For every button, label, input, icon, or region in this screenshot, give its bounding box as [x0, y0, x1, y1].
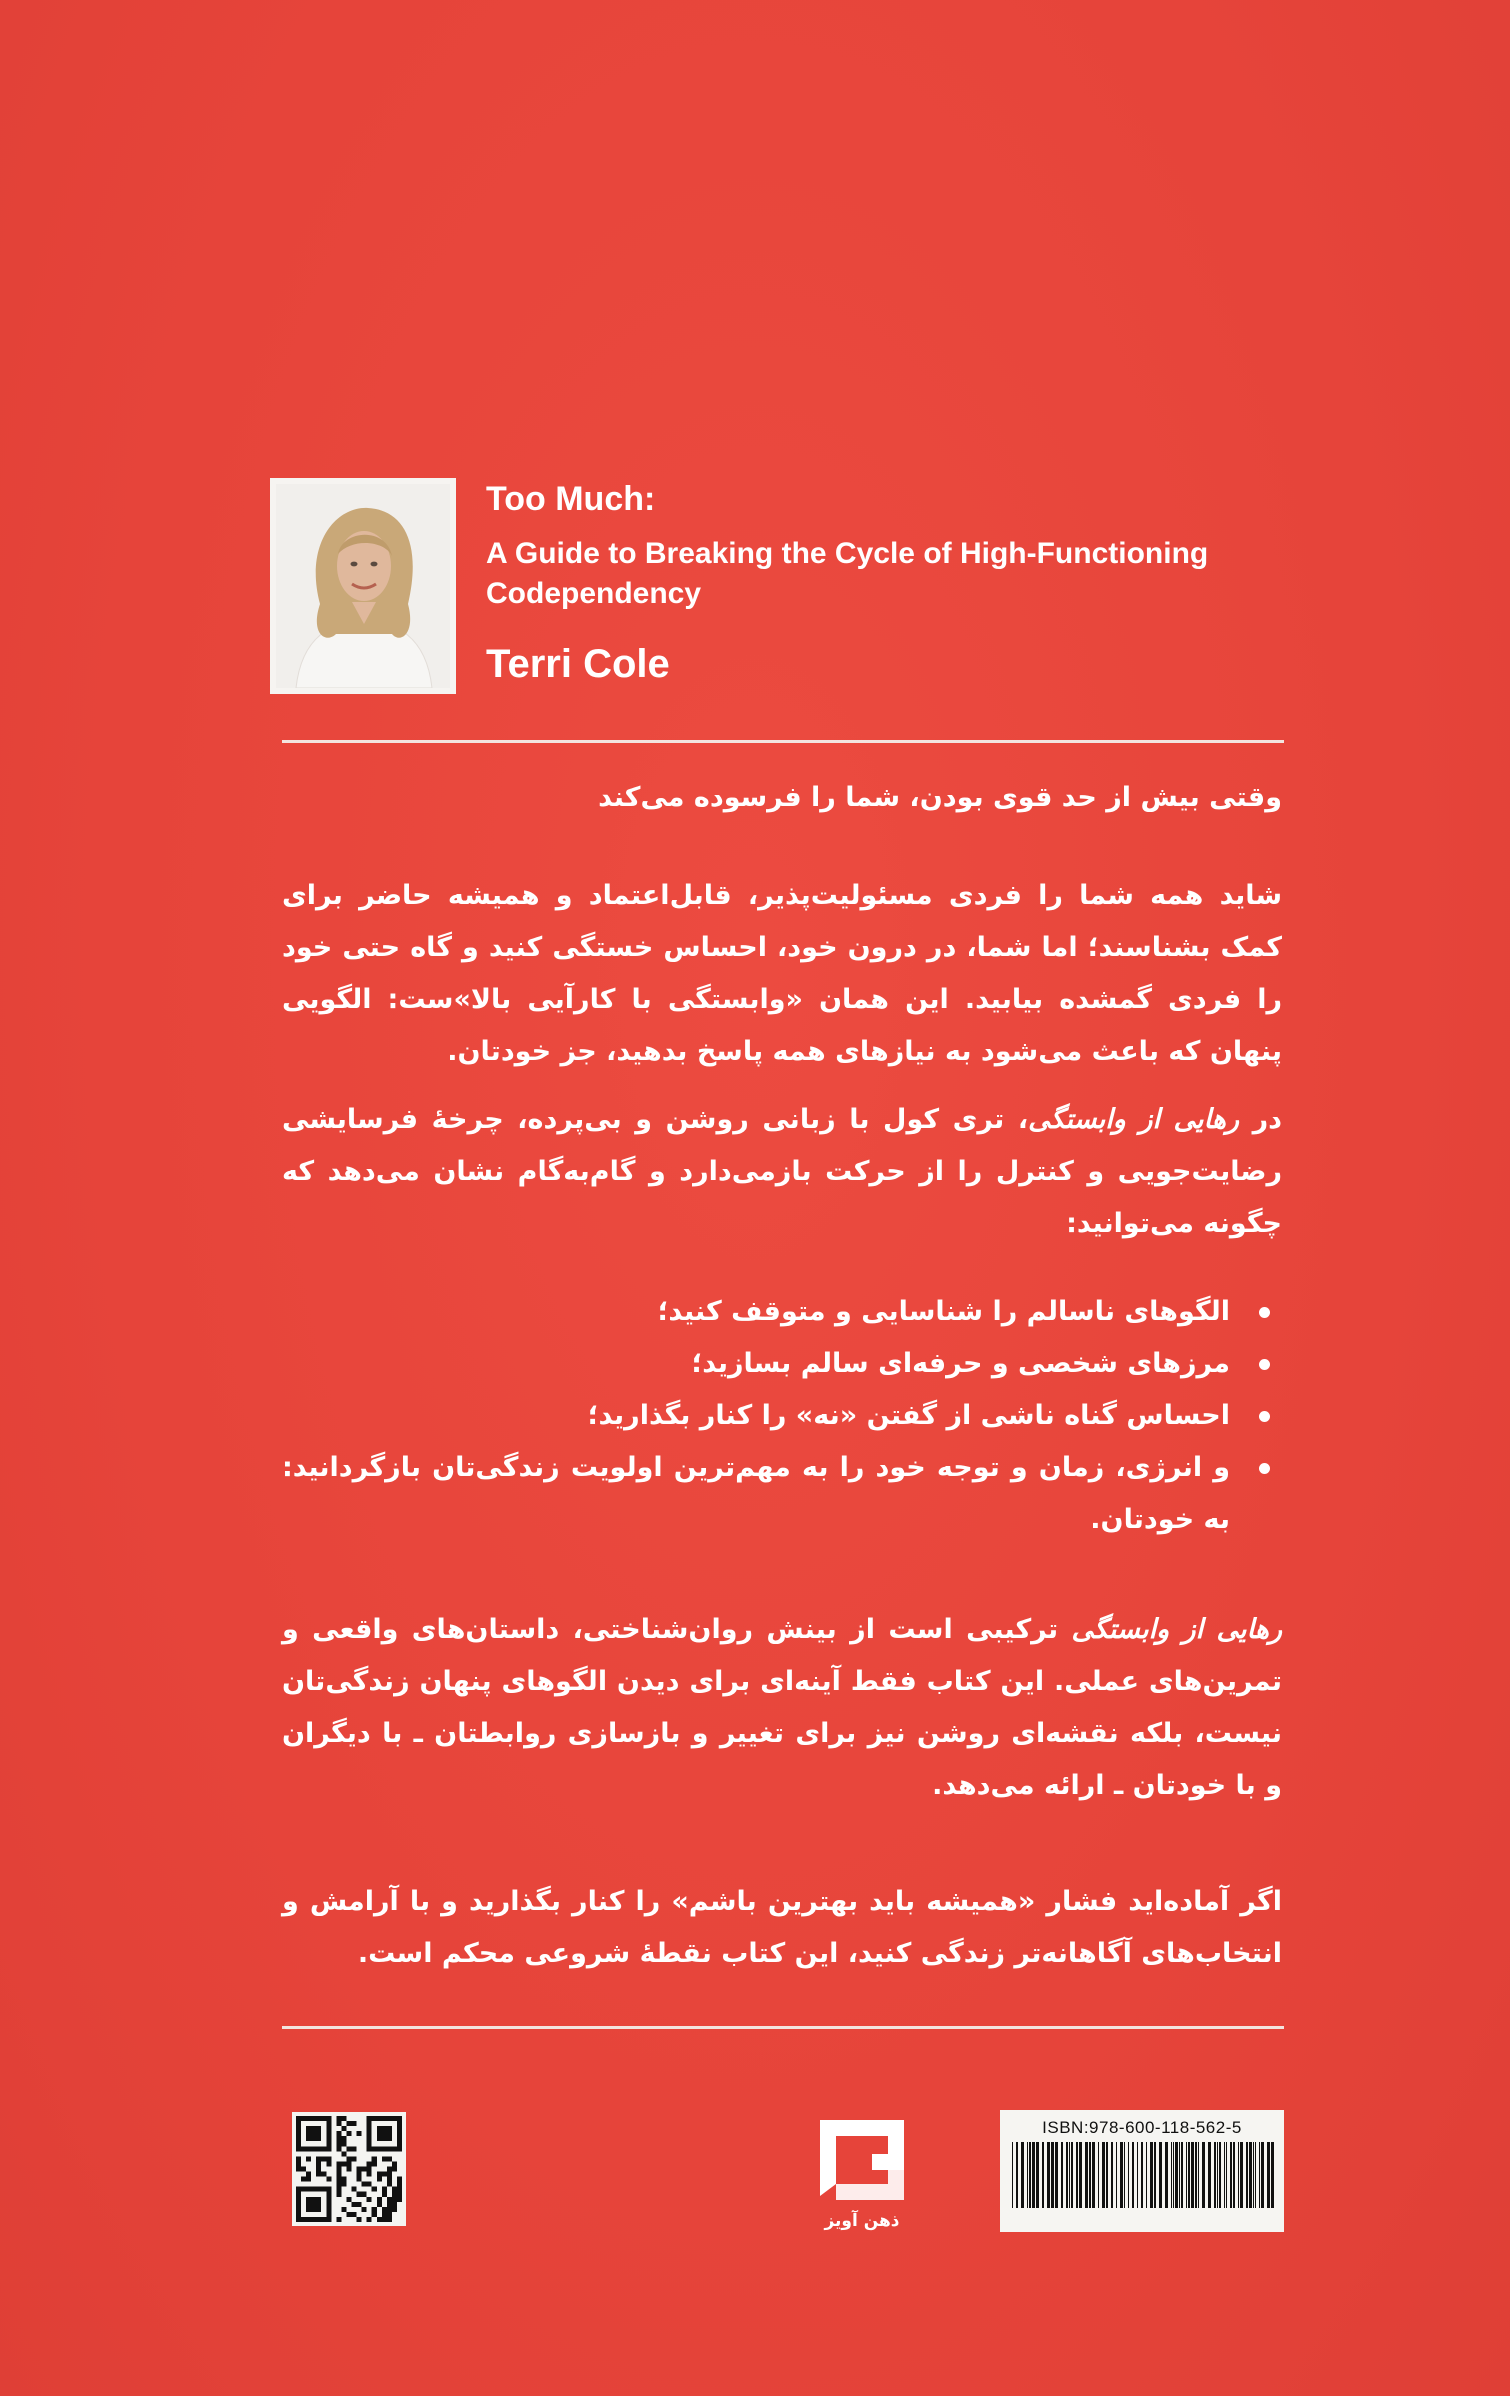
book-subtitle: A Guide to Breaking the Cycle of High-Functioning Codependency — [486, 537, 1209, 610]
book-title: Too Much: — [486, 480, 656, 518]
bullet-list — [282, 1286, 1282, 1546]
paragraph-4-text: اگر آماده‌اید فشار «همیشه باید بهترین باشم» را کنار بگذارید و با آرامش و انتخاب‌های آگاهانه‌تر زندگی کنید، این کتاب نقطهٔ شروعی محکم است. — [282, 1886, 1282, 1969]
isbn-text: ISBN:978-600-118-562-5 — [1042, 2118, 1242, 2137]
paragraph-2-rest: ، تری کول با زبانی روشن و بی‌پرده، چرخهٔ فرسایشی رضایت‌جویی و کنترل را از حرکت بازمی‌دارد و گام‌به‌گام نشان می‌دهد که چگونه می‌توانید: — [282, 1104, 1282, 1239]
isbn-barcode — [1000, 2110, 1284, 2232]
english-title-block — [486, 478, 1386, 688]
list-item: الگوهای ناسالم را شناسایی و متوقف کنید؛ — [282, 1286, 1230, 1338]
blurb-tagline — [282, 772, 1282, 824]
paragraph-1-text: شاید همه شما را فردی مسئولیت‌پذیر، قابل‌اعتماد و همیشه حاضر برای کمک بشناسند؛ اما شما، در درون خود، احساس خستگی کنید و گاه حتی خود را فردی گمشده بیابید. این همان «وابستگی با کارآیی بالا»ست: الگویی پنهان که باعث می‌شود به نیازهای همه پاسخ بدهید، جز خودتان. — [282, 880, 1282, 1067]
publisher-logo — [812, 2114, 912, 2234]
tagline-text: وقتی بیش از حد قوی بودن، شما را فرسوده می‌کند — [598, 782, 1282, 813]
list-item: و انرژی، زمان و توجه خود را به مهم‌ترین اولویت زندگی‌تان بازگردانید: به خودتان. — [282, 1442, 1230, 1546]
blurb-paragraph-4 — [282, 1876, 1282, 1980]
blurb-paragraph-3 — [282, 1604, 1282, 1812]
bottom-divider — [282, 2026, 1284, 2029]
list-item: احساس گناه ناشی از گفتن «نه» را کنار بگذارید؛ — [282, 1390, 1230, 1442]
author-name: Terri Cole — [486, 642, 670, 686]
paragraph-2-text — [282, 1094, 1282, 1250]
top-divider — [282, 740, 1284, 743]
qr-code — [292, 2112, 406, 2226]
paragraph-3-text — [282, 1604, 1282, 1812]
list-item: مرزهای شخصی و حرفه‌ای سالم بسازید؛ — [282, 1338, 1230, 1390]
author-photo — [270, 478, 456, 694]
paragraph-3-rest: ترکیبی است از بینش روان‌شناختی، داستان‌های واقعی و تمرین‌های عملی. این کتاب فقط آینه‌ای برای دیدن الگوهای پنهان زندگی‌تان نیست، بلکه نقشه‌ای روشن نیز برای تغییر و بازسازی روابطتان ـ با دیگران و با خودتان ـ ارائه می‌دهد. — [282, 1614, 1282, 1801]
blurb-paragraph-2 — [282, 1094, 1282, 1250]
publisher-name: ذهن آویز — [824, 2211, 900, 2231]
barcode-bars — [1010, 2142, 1274, 2220]
paragraph-3-book-title: رهایی از وابستگی — [1071, 1614, 1282, 1645]
paragraph-2-book-title: رهایی از وابستگی — [1028, 1104, 1240, 1135]
paragraph-2-prefix: در — [1239, 1104, 1282, 1135]
blurb-paragraph-1 — [282, 870, 1282, 1078]
